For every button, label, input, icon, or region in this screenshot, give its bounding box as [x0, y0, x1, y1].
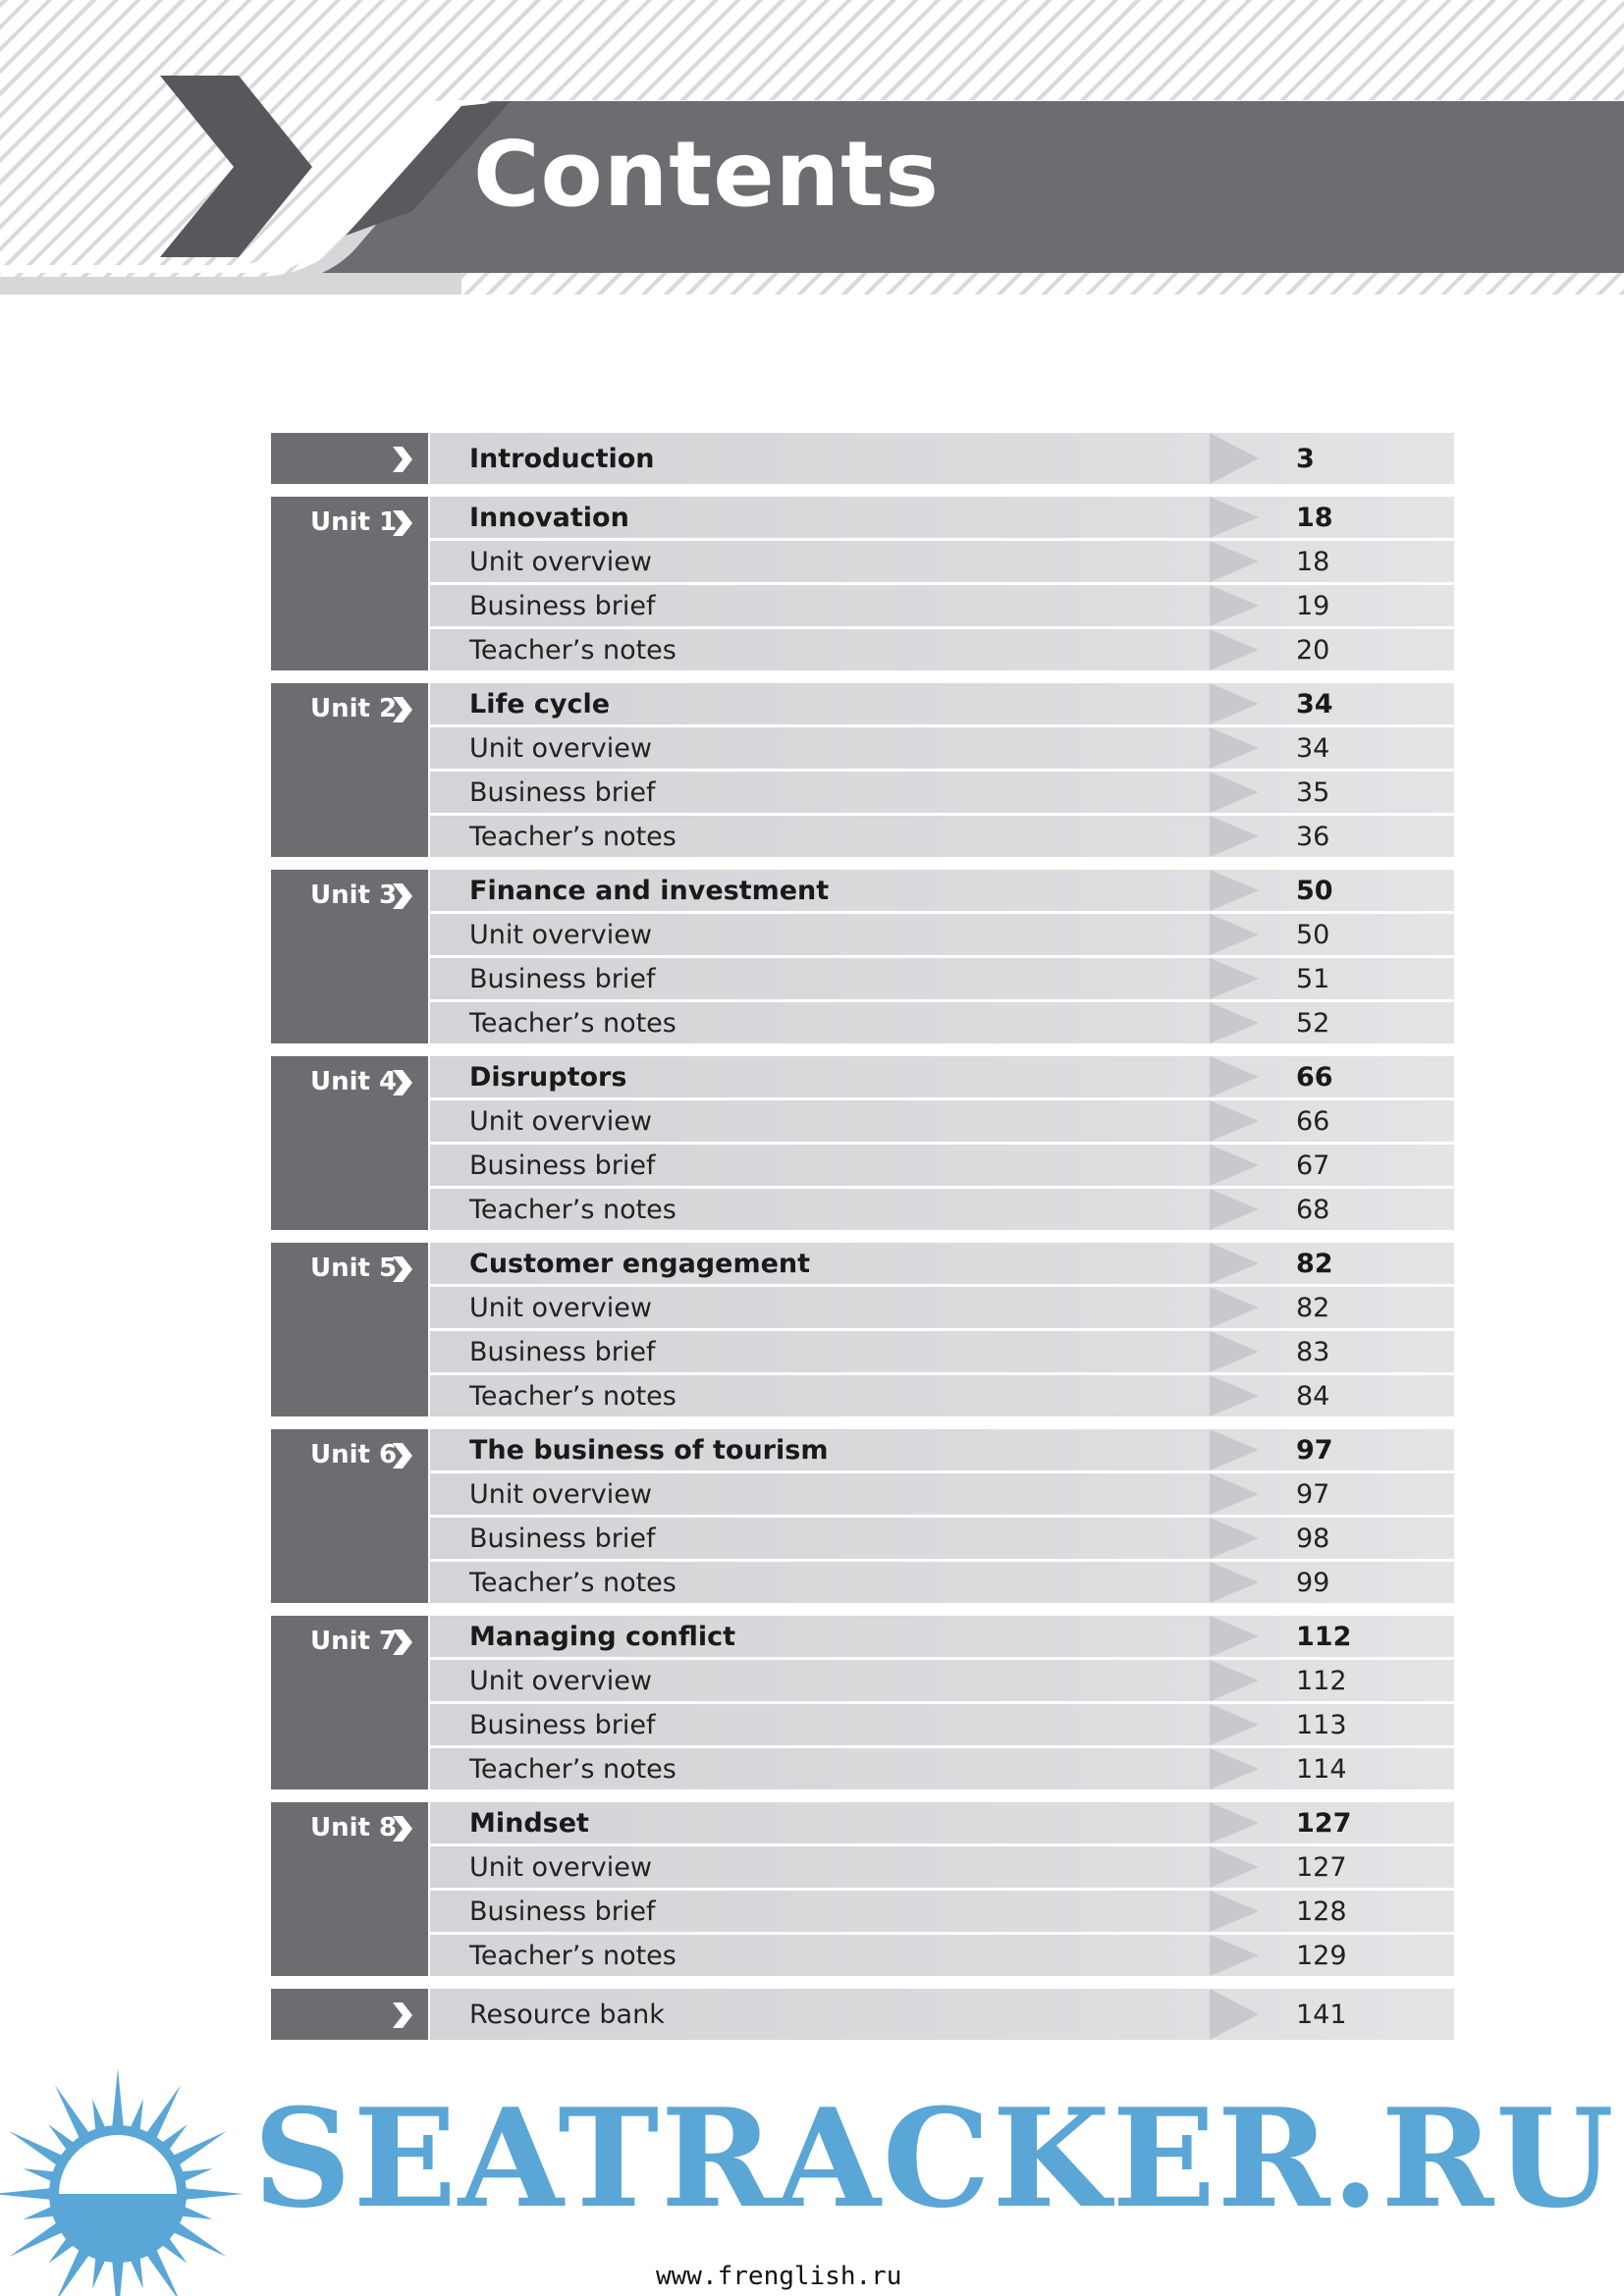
toc-group-unit	[271, 683, 1454, 857]
row-arrow-shape	[1210, 1748, 1259, 1789]
row-arrow-shape	[1210, 1331, 1259, 1372]
toc-group-introduction	[271, 433, 1454, 484]
toc-entry-label: Customer engagement	[469, 1248, 811, 1279]
toc-entry[interactable]	[430, 629, 1454, 670]
toc-entry[interactable]	[430, 1518, 1454, 1559]
chevron-right-icon	[389, 2001, 414, 2030]
row-arrow-shape	[1210, 1189, 1259, 1230]
unit-cell	[271, 1056, 428, 1230]
toc-group-resource-bank	[271, 1989, 1454, 2040]
toc-entry[interactable]	[430, 1473, 1454, 1515]
toc-group-unit	[271, 1802, 1454, 1976]
row-arrow-shape	[1210, 1802, 1259, 1843]
watermark-text: SEATRACKER.RU	[253, 2078, 1616, 2238]
toc-entry-label: Business brief	[469, 963, 656, 994]
row-arrow-shape	[1210, 914, 1259, 955]
unit-cell	[271, 1802, 428, 1976]
toc-entry-page: 36	[1296, 821, 1330, 852]
row-arrow-shape	[1210, 1056, 1259, 1097]
unit-cell	[271, 497, 428, 670]
unit-number: Unit 5	[310, 1254, 398, 1283]
toc-entry-page: 129	[1296, 1940, 1347, 1971]
row-arrow-shape	[1210, 1846, 1259, 1888]
toc-entry-label: Unit overview	[469, 1478, 652, 1510]
toc-entry-label: Teacher’s notes	[469, 821, 677, 852]
unit-cell	[271, 433, 428, 484]
toc-entry-label: Teacher’s notes	[469, 1380, 677, 1412]
toc-entry-page: 141	[1296, 1999, 1347, 2030]
unit-number: Unit 1	[310, 507, 398, 537]
toc-entry-page: 66	[1296, 1105, 1330, 1137]
toc-entry-label: Unit overview	[469, 1292, 652, 1323]
toc-entry-label: Innovation	[469, 502, 629, 533]
unit-cell	[271, 1429, 428, 1603]
toc-entry-page: 20	[1296, 634, 1330, 666]
toc-entry[interactable]	[430, 1331, 1454, 1372]
toc-entry[interactable]	[430, 1056, 1454, 1097]
toc-entry[interactable]	[430, 772, 1454, 813]
toc-group-unit	[271, 870, 1454, 1043]
toc-entry-label: Life cycle	[469, 688, 611, 720]
unit-cell	[271, 870, 428, 1043]
toc-entry-label: Business brief	[469, 1896, 656, 1927]
toc-entry[interactable]	[430, 1002, 1454, 1043]
toc-entry-page: 83	[1296, 1336, 1330, 1367]
chevron-right-icon	[389, 1255, 414, 1284]
watermark-url: www.frenglish.ru	[656, 2262, 902, 2291]
header-chevron-icon	[160, 76, 312, 257]
toc-entry-page: 114	[1296, 1753, 1347, 1785]
row-arrow-shape	[1210, 1989, 1259, 2040]
unit-number: Unit 3	[310, 881, 398, 910]
unit-number: Unit 8	[310, 1813, 398, 1842]
toc-entry-page: 112	[1296, 1665, 1347, 1696]
toc-entry[interactable]	[430, 1704, 1454, 1745]
toc-entry[interactable]	[430, 1802, 1454, 1843]
toc-entry-label: Teacher’s notes	[469, 1194, 677, 1225]
toc-entry-page: 3	[1296, 443, 1315, 474]
row-arrow-shape	[1210, 1145, 1259, 1186]
header-banner	[0, 0, 1624, 304]
chevron-right-icon	[389, 508, 414, 538]
row-arrow-shape	[1210, 1287, 1259, 1328]
row-arrow-shape	[1210, 1375, 1259, 1416]
toc-group-unit	[271, 1056, 1454, 1230]
row-arrow-shape	[1210, 1473, 1259, 1515]
toc-entry-page: 35	[1296, 776, 1330, 808]
row-arrow-shape	[1210, 497, 1259, 538]
toc-entry[interactable]	[430, 1100, 1454, 1142]
toc-entry-page: 82	[1296, 1292, 1330, 1323]
toc-entry-label: Finance and investment	[469, 875, 830, 906]
row-arrow-shape	[1210, 1660, 1259, 1701]
toc-entry-label: Unit overview	[469, 1665, 652, 1696]
toc-entry-label: Business brief	[469, 1522, 656, 1554]
toc-entry[interactable]	[430, 1287, 1454, 1328]
toc-entry-page: 67	[1296, 1149, 1330, 1181]
toc-entry-page: 66	[1296, 1061, 1333, 1093]
toc-entry-label: Mindset	[469, 1807, 589, 1839]
toc-entry[interactable]	[430, 727, 1454, 769]
row-arrow-shape	[1210, 629, 1259, 670]
toc-entry-label: Business brief	[469, 776, 656, 808]
toc-entry[interactable]	[430, 1189, 1454, 1230]
row-arrow-shape	[1210, 1518, 1259, 1559]
toc-entry-label: Resource bank	[469, 1999, 665, 2030]
toc-group-unit	[271, 1616, 1454, 1789]
row-arrow-shape	[1210, 727, 1259, 769]
unit-cell	[271, 1243, 428, 1416]
toc-entry[interactable]	[430, 497, 1454, 538]
chevron-right-icon	[389, 695, 414, 724]
toc-entry[interactable]	[430, 914, 1454, 955]
toc-entry[interactable]	[430, 958, 1454, 999]
unit-number: Unit 7	[310, 1627, 398, 1656]
toc-entry-page: 127	[1296, 1851, 1347, 1883]
toc-entry[interactable]	[430, 1891, 1454, 1932]
toc-entry-page: 52	[1296, 1007, 1330, 1039]
toc-entry[interactable]	[430, 1145, 1454, 1186]
row-arrow-shape	[1210, 1429, 1259, 1470]
toc-entry[interactable]	[430, 1989, 1454, 2040]
toc-entry[interactable]	[430, 1935, 1454, 1976]
unit-number: Unit 6	[310, 1440, 398, 1469]
toc-entry-label: Business brief	[469, 590, 656, 621]
toc-entry[interactable]	[430, 585, 1454, 626]
row-arrow-shape	[1210, 1891, 1259, 1932]
toc-entry-page: 51	[1296, 963, 1330, 994]
row-arrow-shape	[1210, 1002, 1259, 1043]
row-arrow-shape	[1210, 772, 1259, 813]
row-arrow-shape	[1210, 1243, 1259, 1284]
toc-entry-label: Unit overview	[469, 732, 652, 764]
unit-number: Unit 2	[310, 694, 398, 723]
toc-group-unit	[271, 1429, 1454, 1603]
toc-entry[interactable]	[430, 1562, 1454, 1603]
toc-entry-label: Teacher’s notes	[469, 634, 677, 666]
toc-entry[interactable]	[430, 541, 1454, 582]
toc-entry[interactable]	[430, 1429, 1454, 1470]
toc-entry[interactable]	[430, 1375, 1454, 1416]
toc-entry-page: 18	[1296, 546, 1330, 577]
chevron-right-icon	[389, 445, 414, 474]
toc-entry-label: Business brief	[469, 1709, 656, 1740]
toc-entry[interactable]	[430, 1616, 1454, 1657]
row-arrow-shape	[1210, 1100, 1259, 1142]
toc-entry-page: 18	[1296, 502, 1333, 533]
chevron-right-icon	[389, 1441, 414, 1470]
page-title: Contents	[473, 122, 940, 227]
toc-entry-label: The business of tourism	[469, 1434, 829, 1466]
unit-cell	[271, 1616, 428, 1789]
row-arrow-shape	[1210, 1935, 1259, 1976]
toc-entry-label: Teacher’s notes	[469, 1940, 677, 1971]
unit-cell	[271, 683, 428, 857]
unit-number: Unit 4	[310, 1067, 398, 1096]
toc-entry[interactable]	[430, 870, 1454, 911]
toc-entry-page: 50	[1296, 919, 1330, 950]
toc-entry-page: 112	[1296, 1621, 1352, 1652]
toc-entry-label: Unit overview	[469, 1851, 652, 1883]
row-arrow-shape	[1210, 585, 1259, 626]
row-arrow-shape	[1210, 541, 1259, 582]
toc-entry-page: 84	[1296, 1380, 1330, 1412]
row-arrow-shape	[1210, 683, 1259, 724]
toc-entry-label: Business brief	[469, 1149, 656, 1181]
row-arrow-shape	[1210, 1616, 1259, 1657]
toc-entry-page: 19	[1296, 590, 1330, 621]
toc-entry-page: 98	[1296, 1522, 1330, 1554]
toc-entry-page: 34	[1296, 732, 1330, 764]
toc-entry[interactable]	[430, 433, 1454, 484]
toc-entry-page: 99	[1296, 1567, 1330, 1598]
toc-entry-label: Teacher’s notes	[469, 1753, 677, 1785]
toc-group-unit	[271, 1243, 1454, 1416]
toc-entry-label: Unit overview	[469, 919, 652, 950]
toc-entry-label: Teacher’s notes	[469, 1567, 677, 1598]
row-arrow-shape	[1210, 1562, 1259, 1603]
toc-entry[interactable]	[430, 1748, 1454, 1789]
toc-entry-page: 128	[1296, 1896, 1347, 1927]
chevron-right-icon	[389, 1814, 414, 1843]
chevron-right-icon	[389, 1628, 414, 1657]
toc-entry-page: 113	[1296, 1709, 1347, 1740]
table-of-contents	[271, 433, 1454, 2053]
row-arrow-shape	[1210, 1704, 1259, 1745]
toc-group-unit	[271, 497, 1454, 670]
toc-entry[interactable]	[430, 1846, 1454, 1888]
toc-entry[interactable]	[430, 683, 1454, 724]
toc-entry-label: Managing conflict	[469, 1621, 736, 1652]
toc-entry-label: Introduction	[469, 443, 655, 474]
toc-entry-label: Disruptors	[469, 1061, 627, 1093]
toc-entry[interactable]	[430, 1660, 1454, 1701]
toc-entry[interactable]	[430, 816, 1454, 857]
toc-entry[interactable]	[430, 1243, 1454, 1284]
unit-cell	[271, 1989, 428, 2040]
toc-entry-label: Teacher’s notes	[469, 1007, 677, 1039]
toc-entry-page: 34	[1296, 688, 1333, 720]
chevron-right-icon	[389, 1068, 414, 1097]
toc-entry-page: 97	[1296, 1434, 1333, 1466]
toc-entry-page: 97	[1296, 1478, 1330, 1510]
row-arrow-shape	[1210, 816, 1259, 857]
toc-entry-label: Business brief	[469, 1336, 656, 1367]
row-arrow-shape	[1210, 958, 1259, 999]
toc-entry-page: 50	[1296, 875, 1333, 906]
row-arrow-shape	[1210, 870, 1259, 911]
toc-entry-page: 68	[1296, 1194, 1330, 1225]
toc-entry-page: 127	[1296, 1807, 1352, 1839]
toc-entry-label: Unit overview	[469, 546, 652, 577]
row-arrow-shape	[1210, 433, 1259, 484]
toc-entry-label: Unit overview	[469, 1105, 652, 1137]
toc-entry-page: 82	[1296, 1248, 1333, 1279]
chevron-right-icon	[389, 881, 414, 911]
